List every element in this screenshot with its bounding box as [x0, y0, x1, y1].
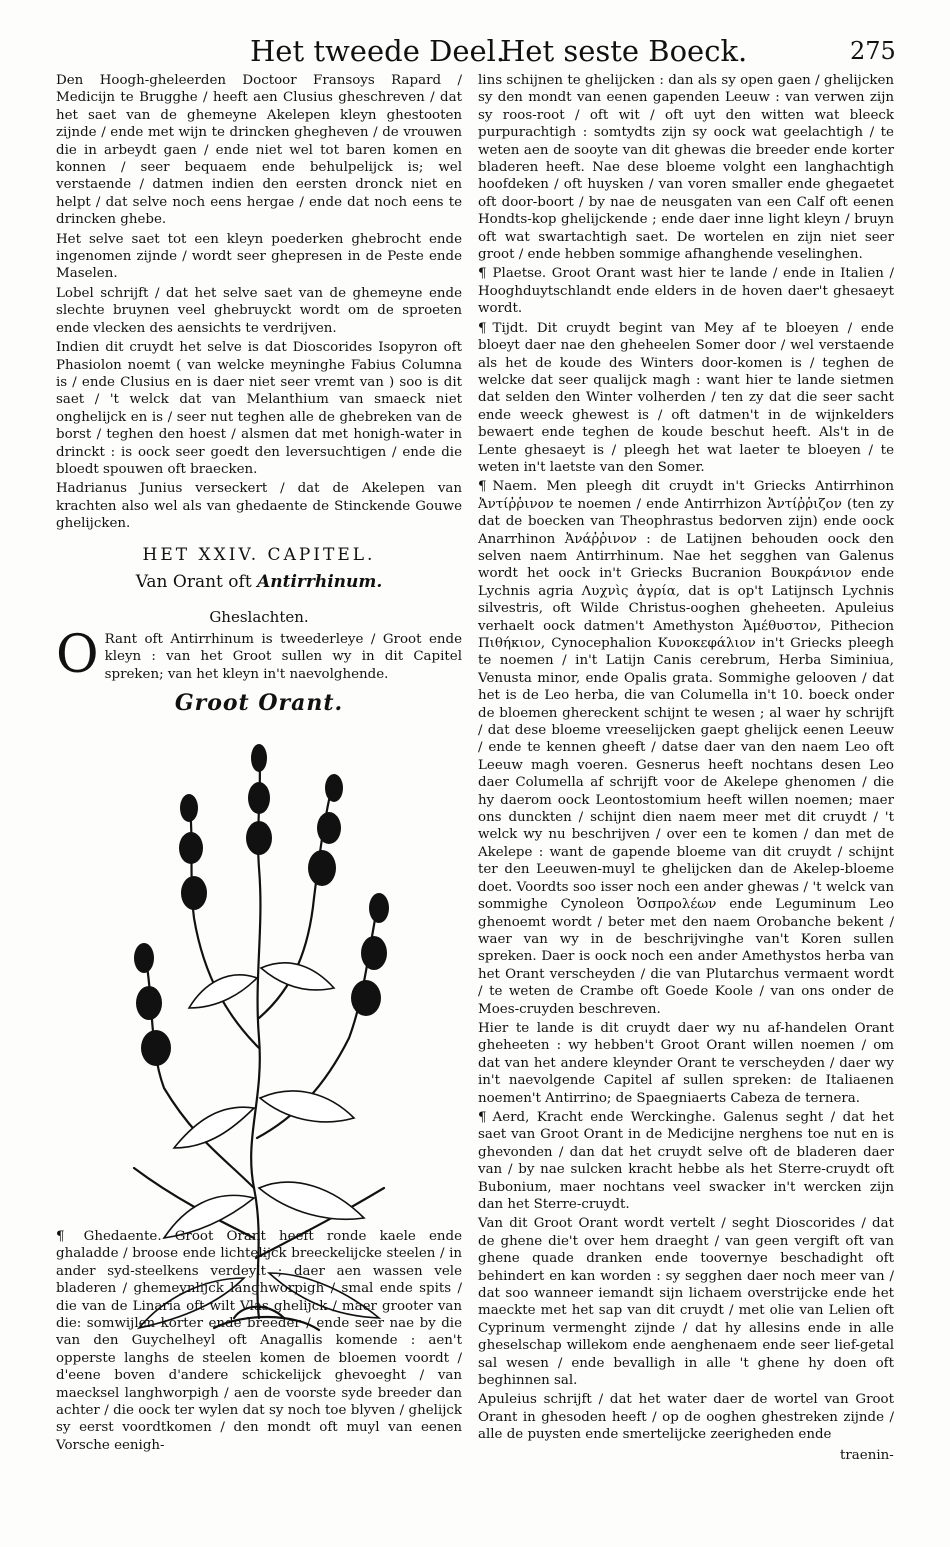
left-column [56, 72, 462, 1338]
paragraph-text: lins schijnen te ghelijcken : dan als sy open gaen / ghelijcken sy den mondt van eenen gapenden Leeuw : van verwen zijn sy roos-root / oft wit / oft uyt den witten wat bleeck purpurachtigh : somtydts zijn sy oock wat geelachtigh / te weten aen de sooyte van dit ghewas die breeder ende korter bladeren heeft. Nae dese bloeme volght een langhachtigh hoofdeken / oft huysken / van voren smaller ende ghegaetet oft door-boort / by nae de neusgaten van een Calf oft eenen Hondts-kop ghelijckende ; ende daer inne light kleyn / bruyn oft wat swartachtigh saet. De wortelen en zijn niet seer groot / ende hebben sommige afhanghende veselinghen. [478, 73, 894, 263]
paragraph-label: Plaetse. [492, 266, 547, 282]
paragraph-text: Groot Orant wast hier te lande / ende in Italien / Hooghduytschlandt ende elders in de hoven daer't ghesaeyt wordt. [478, 266, 894, 317]
paragraph [478, 478, 894, 1018]
paragraph: Lobel schrijft / dat het selve saet van de ghemeyne ende slechte bruynen veel ghebruyckt wordt om de sproeten ende vlecken des aensichts te verdrijven. [56, 285, 462, 336]
paragraph-text: Groot Orant heeft ronde kaele ende ghaladde / broose ende lichtelijck breeckelijcke steelen / in ander syd-steelkens verdeylt ; daer aen wassen vele bladeren / ghemeynlijck langhworpigh / smal ende spits / die van de Linaria oft wilt Vlas ghelijck / maer grooter van die: somwijlen korter ende breeder / ende seer nae by die van den Guychelheyl oft Anagallis komende : aen't opperste langhs de steelen komen de bloemen voordt / d'eene boven d'andere schickelijck ghevoeght / van maecksel langhworpigh / aen de voorste syde breeder dan achter / die oock ter wylen dat sy noch toe blyven / ghelijck sy eerst voordtkomen / den mondt oft muyl van eenen Vorsche eenigh- [56, 1229, 463, 1453]
paragraph [478, 1109, 894, 1213]
intro-paragraph [56, 624, 462, 685]
chapter-title: HET XXIV. CAPITEL. [142, 544, 376, 565]
drop-cap: O [56, 624, 99, 685]
paragraph-text: Van dit Groot Orant wordt vertelt / seght Dioscorides / dat de ghene die't over hem draeght / van geen vergift oft van ghene quade dranken ende toovernye beschadight oft behindert en kan worden : sy segghen daer noch meer van / dat soo wanneer iemandt sijn lichaem overstrijcke ende het maeckte met het sap van dit cruydt / met olie van Lelien oft Cyprinum vermenght zijnde / dat hy allesins ende in alle gheselschap willekom ende aenghenaem ende seer lief-getal sal wesen / ende bevalligh in alle 't ghene hy doen oft beghinnen sal. [478, 1216, 894, 1389]
intro-text: Rant oft Antirrhinum is tweederleye / Groot ende kleyn : van het Groot sullen wy in dit Capitel spreken; van het kleyn in't naevolghende. [104, 631, 462, 682]
running-head-right: Het seste Boeck. [500, 34, 748, 68]
chapter-subtitle-plain: Van Orant oft [135, 571, 252, 592]
paragraph-text: Galenus seght / dat het saet van Groot Orant in de Medicijne nerghens toe nut en is ghevonden / dan dat het cruydt selve oft de bladeren daer van / by nae sulcken kracht hebbe als het Sterre-cruydt oft Bubonium, maer nochtans veel swacker in't wercken zijn dan het Sterre-cruydt. [478, 1109, 894, 1212]
paragraph-label: Tijdt. [492, 320, 529, 336]
pilcrow-icon: ¶ [478, 479, 487, 495]
paragraph: Indien dit cruydt het selve is dat Dioscorides Isopyron oft Phasiolon noemt ( van welcke meyninghe Fabius Columna is / ende Clusius en is daer niet seer vremt van ) soo is dit saet / 't welck dat van Melanthium van smaeck niet onghelijck en is / seer nut teghen alle de ghebreken van de borst / teghen den hoest / alsmen dat met honigh-water in drinckt : is oock seer goedt den leversuchtigen / ende die bloedt spouwen oft braecken. [56, 340, 462, 477]
paragraph: Hadrianus Junius verseckert / dat de Akelepen van krachten also wel als van ghedaente de Stinckende Gouwe ghelijcken. [56, 481, 462, 532]
paragraph [478, 1391, 894, 1443]
section-heading: Gheslachten. [209, 608, 309, 627]
paragraph-label: Aerd, Kracht ende Werckinghe. [492, 1109, 716, 1125]
paragraph [478, 320, 894, 477]
figure-title: Groot Orant. [174, 690, 344, 716]
chapter-subtitle-italic: Antirrhinum. [257, 571, 383, 592]
paragraph [478, 1215, 894, 1389]
pilcrow-icon: ¶ [478, 320, 487, 336]
right-column [478, 72, 894, 1444]
paragraph [478, 265, 894, 317]
pilcrow-icon: ¶ [478, 266, 487, 282]
pilcrow-icon: ¶ [56, 1229, 65, 1244]
paragraph-text: Hier te lande is dit cruydt daer wy nu af-handelen Orant gheheeten : wy hebben't Groot Orant willen noemen / om dat van het andere kleynder Orant te verscheyden / daer wy in't naevolgende Capitel af sullen spreken: de Italiaenen noemen't Antirrino; de Spaegniaerts Cabeza de ternera. [478, 1020, 894, 1106]
paragraph-text: Dit cruydt begint van Mey af te bloeyen / ende bloeyt daer nae den gheheelen Somer door / wel verstaende als het de koude des Winters door-komen is / teghen de welcke dat seer qualijck magh : want hier te lande sietmen dat selden den Winter volherden / ten zy dat die seer sacht ende weeck ghewest is / oft datmen't in de wijnkelders bewaert ende teghen de koude beschut heeft. Als't in de Lente ghesaeyt is / pleegh het wat laeter te bloeyen / te weten in't laetste van den Somer. [478, 320, 894, 475]
paragraph: Den Hoogh-gheleerden Doctoor Fransoys Rapard / Medicijn te Brugghe / heeft aen Clusius gheschreven / dat het saet van de ghemeyne Akelepen kleyn ghestooten zijnde / ende met wijn te drincken ghegheven / de vrouwen die in arbeydt gaen / ende niet wel tot baren komen en konnen / seer bequaem ende behulpelijck is; wel verstaende / datmen indien den eersten dronck niet en helpt / dat selve noch eens hergae / ende dat noch eens te drincken ghebe. [56, 73, 462, 228]
running-head-left: Het tweede Deel. [250, 34, 506, 68]
paragraph-text: Men pleegh dit cruydt in't Griecks Antirrhinon Ἀντίῤῥινον te noemen / ende Antirrhizon Ἀντίῤῥιζον (ten zy dat de boecken van Theophrastus bedorven zijn) ende oock Anarrhinon Ἀνάῤῥινον : de Latijnen behouden oock den selven naem Antirrhinum. Nae het segghen van Galenus wordt het oock in't Griecks Bucranion Βουκράνιον ende Lychnis agria Λυχνὶς ἀγρία, dat is op't Latijnsch Lychnis silvestris, oft Wilde Christus-ooghen gheheeten. Apuleius verhaelt oock datmen't Amethyston Ἀμέθυστον, Pithecion Πιθήκιον, Cynocephalion Κυνοκεφάλιον in't Griecks pleegh te noemen / in't Latijn Canis cerebrum, Herba Siminiua, Venusta minor, ende Opalis grata. Sommighe gelooven / dat het is de Leo herba, die van Columella in't 10. boeck onder de bloemen ghereckent schijnt te wesen ; al waer hy schrijft / dat dese bloeme vreeselijcken gaept ghelijck eenen Leeuw / ende te kennen gheeft / datse daer van den naem Leo oft Leeuw magh voeren. Gesnerus heeft nochtans desen Leo daer Columella af schrijft voor de Akelepe ghenomen / die hy daerom oock Leontostomium heeft willen noemen; maer ons dunckten / schijnt dien naem meer met dit cruydt / 't welck wy nu beschrijven / over een te komen / dan met de Akelepe : want de gapende bloeme van dit cruydt / schijnt ter den Leeuwen-muyl te ghelijcken dan de Akelep-bloeme doet. Voordts soo isser noch een ander ghewas / 't welck van sommighe Cynoleon Ὀσπρολέων ende Leguminum Leo ghenoemt wordt / beter met den naem Orobanche bekent / waer van wy in de beschrijvinghe van't Koren sullen spreken. Daer is oock noch een ander Amethystos herba van het Orant verscheyden / die van Plutarchus vermaent wordt / te weten de Crambe oft Goede Koole / van ons onder de Moes-cruyden beschreven. [478, 479, 894, 1017]
paragraph-label: Naem. [492, 479, 538, 495]
paragraph [478, 1020, 894, 1107]
paragraph: Het selve saet tot een kleyn poederken ghebrocht ende ingenomen zijnde / wordt seer ghepresen in de Peste ende Maselen. [56, 231, 462, 282]
description-paragraph [56, 1228, 462, 1454]
paragraph-text: Apuleius schrijft / dat het water daer de wortel van Groot Orant in ghesoden heeft / op de ooghen ghestreken zijnde / alle de puysten ende smertelijcke zeerigheden ende [478, 1392, 894, 1443]
pilcrow-icon: ¶ [478, 1109, 487, 1125]
paragraph-label: Ghedaente. [83, 1229, 162, 1244]
chapter-subtitle [56, 571, 462, 592]
paragraph [478, 72, 894, 263]
catchword: traenin- [840, 1448, 894, 1463]
page-number: 275 [850, 37, 896, 65]
